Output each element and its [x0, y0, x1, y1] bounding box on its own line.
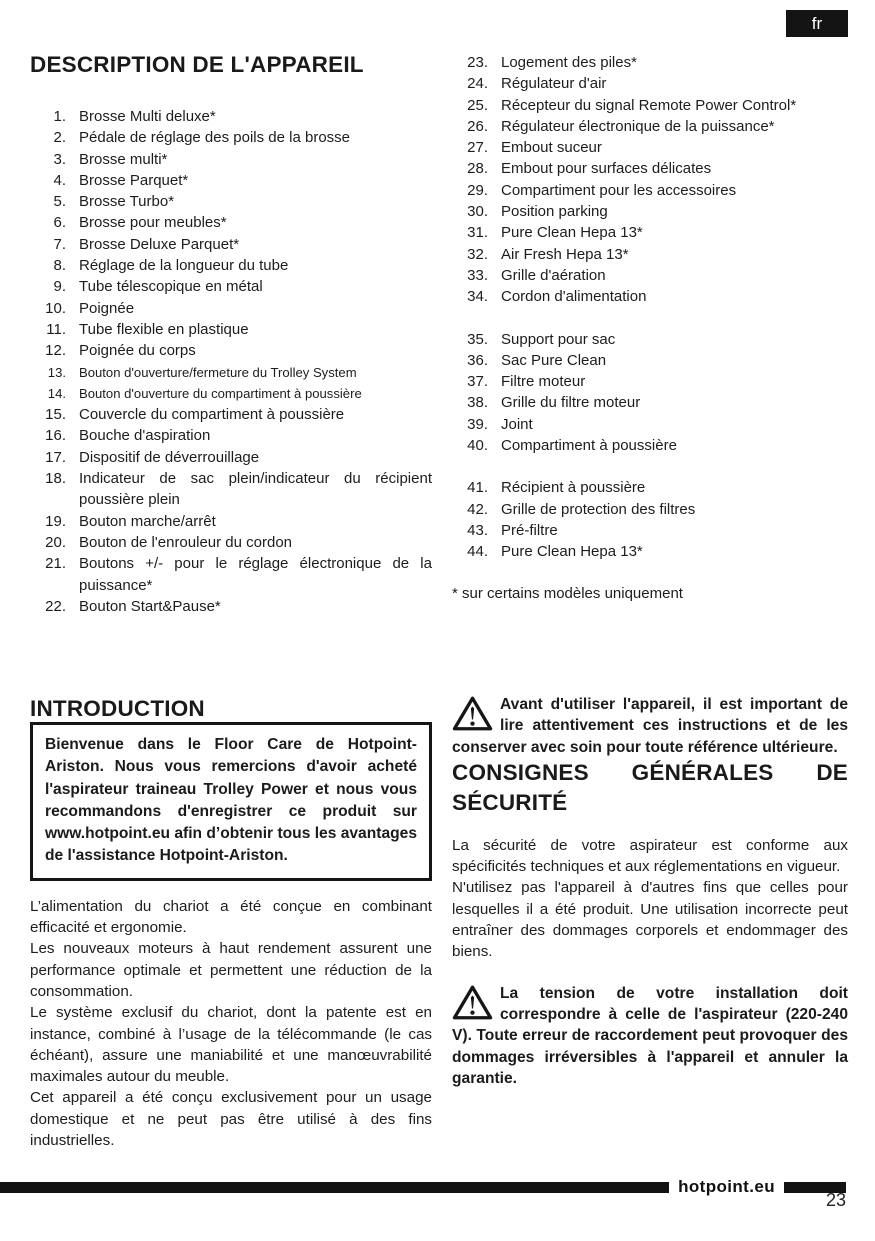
list-item-number: 11. — [46, 320, 66, 338]
list-item-text: Position parking — [501, 203, 608, 221]
list-item-number: 21. — [45, 555, 66, 573]
warning-voltage-text: La tension de votre installation doit correspondre à celle de l'aspirateur (220-240 V). Toute erreur de raccordement peut provoquer des dommages irréversibles à l'appareil et annuler la garantie. — [452, 984, 848, 1087]
list-item-number: 18. — [45, 470, 66, 488]
introduction-title: INTRODUCTION — [30, 696, 205, 721]
list-item — [452, 201, 848, 222]
models-footnote: * sur certains modèles uniquement — [452, 584, 683, 602]
paragraph: La sécurité de votre aspirateur est conforme aux spécificités techniques et aux réglementations en vigueur. — [452, 836, 848, 876]
list-item — [30, 127, 432, 148]
list-item-number: 34. — [467, 288, 488, 306]
list-item-number: 39. — [467, 415, 488, 433]
list-item — [30, 234, 432, 255]
safety-section — [452, 694, 848, 1089]
list-item — [452, 350, 848, 371]
list-item — [30, 212, 432, 233]
list-item-text: Brosse pour meubles* — [79, 214, 227, 232]
list-item-number: 41. — [467, 479, 488, 497]
list-item-number: 27. — [467, 139, 488, 157]
list-item-text: Régulateur d'air — [501, 75, 607, 93]
safety-paragraphs — [452, 835, 848, 963]
list-item-number: 17. — [45, 448, 66, 466]
list-item-number: 44. — [467, 543, 488, 561]
list-item-number: 38. — [467, 394, 488, 412]
list-item-text: Brosse Deluxe Parquet* — [79, 235, 240, 253]
list-item — [452, 137, 848, 158]
list-item-number: 14. — [47, 385, 66, 401]
list-item-text: Brosse Parquet* — [79, 171, 189, 189]
list-item-text: Air Fresh Hepa 13* — [501, 245, 629, 263]
list-item-text: Grille de protection des filtres — [501, 500, 696, 518]
list-item — [452, 73, 848, 94]
list-item-number: 25. — [467, 96, 488, 114]
description-list-1-22 — [30, 106, 432, 617]
list-item — [452, 520, 848, 541]
warning-read-instructions — [452, 694, 848, 758]
list-item — [452, 52, 848, 73]
description-list-35-40 — [452, 329, 848, 457]
list-item — [452, 95, 848, 116]
list-item — [452, 499, 848, 520]
list-item-number: 36. — [467, 351, 488, 369]
list-item-number: 35. — [467, 330, 488, 348]
footer-site-label: hotpoint.eu — [678, 1177, 775, 1196]
introduction-section — [30, 696, 432, 1151]
list-item-text: Bouton Start&Pause* — [79, 597, 221, 615]
warning-voltage — [452, 983, 848, 1089]
footer-rule-left — [0, 1182, 669, 1193]
list-item — [30, 362, 432, 383]
list-item-text: Pré-filtre — [501, 521, 558, 539]
list-item-number: 43. — [467, 521, 488, 539]
list-item — [452, 371, 848, 392]
list-item-text: Grille d'aération — [501, 266, 606, 284]
list-item-number: 30. — [467, 203, 488, 221]
list-item-number: 23. — [467, 54, 488, 71]
list-item-number: 26. — [467, 117, 488, 135]
list-item-text: Tube télescopique en métal — [79, 278, 263, 296]
language-badge — [786, 10, 848, 37]
list-item-text: Brosse Turbo* — [79, 193, 175, 211]
list-item — [30, 170, 432, 191]
list-item-number: 12. — [45, 342, 66, 360]
list-item — [30, 596, 432, 617]
list-item-text: Bouton de l'enrouleur du cordon — [79, 533, 293, 551]
list-item — [452, 265, 848, 286]
list-item — [30, 511, 432, 532]
list-item — [452, 158, 848, 179]
list-item-text: Boutons +/- pour le réglage électronique de la puissance* — [79, 555, 432, 594]
list-item-text: Régulateur électronique de la puissance* — [501, 117, 775, 135]
list-item — [30, 447, 432, 468]
list-item-text: Joint — [501, 415, 533, 433]
list-item-text: Bouton d'ouverture du compartiment à poussière — [79, 385, 362, 401]
list-item-text: Récepteur du signal Remote Power Control* — [501, 96, 797, 114]
list-item-number: 8. — [53, 257, 66, 275]
list-item-text: Récipient à poussière — [501, 479, 646, 497]
paragraph: L’alimentation du chariot a été conçue en combinant efficacité et ergonomie. — [30, 897, 432, 937]
paragraph: Le système exclusif du chariot, dont la patente est en instance, combiné à l’usage de la télécommande (le cas échéant), assure une maniabilité et une manœuvrabilité maximales autour du meuble. — [30, 1004, 432, 1086]
list-item — [30, 191, 432, 212]
list-item-text: Réglage de la longueur du tube — [79, 257, 289, 275]
list-item-number: 37. — [467, 373, 488, 391]
list-item — [452, 541, 848, 562]
list-item-number: 24. — [467, 75, 488, 93]
list-item — [452, 286, 848, 307]
list-item — [30, 149, 432, 170]
list-item-text: Bouche d'aspiration — [79, 427, 211, 445]
paragraph: Cet appareil a été conçu exclusivement pour un usage domestique et ne peut pas être utilisé à des fins industrielles. — [30, 1089, 432, 1150]
list-item-text: Compartiment pour les accessoires — [501, 181, 737, 199]
list-item — [30, 404, 432, 425]
list-item-text: Poignée — [79, 299, 135, 317]
list-item — [30, 553, 432, 596]
welcome-box: Bienvenue dans le Floor Care de Hotpoint-Ariston. Nous vous remercions d'avoir acheté l'aspirateur traineau Trolley Power et nous vous recommandons d'enregistrer ce produit sur www.hotpoint.eu afin d’obtenir tous les avantages de l'assistance Hotpoint-Ariston. — [30, 722, 432, 881]
list-item-number: 9. — [53, 278, 66, 296]
list-item-text: Cordon d'alimentation — [501, 288, 647, 306]
description-list-23-34 — [452, 52, 848, 308]
list-item-number: 22. — [45, 597, 66, 615]
list-item-number: 10. — [45, 299, 66, 317]
paragraph: Les nouveaux moteurs à haut rendement assurent une performance optimale et permettent une réduction de la consommation. — [30, 940, 432, 1000]
list-item-text: Bouton marche/arrêt — [79, 512, 216, 530]
list-item-text: Pure Clean Hepa 13* — [501, 543, 643, 561]
list-item-text: Logement des piles* — [501, 54, 637, 71]
list-item-number: 6. — [53, 214, 66, 232]
page-number: 23 — [825, 1190, 846, 1210]
list-item — [452, 329, 848, 350]
list-item-number: 40. — [467, 437, 488, 455]
list-item-text: Embout pour surfaces délicates — [501, 160, 712, 178]
list-item — [452, 477, 848, 498]
introduction-paragraphs — [30, 896, 432, 1152]
list-item — [30, 425, 432, 446]
list-item — [452, 116, 848, 137]
list-item-number: 19. — [45, 512, 66, 530]
list-item — [452, 435, 848, 456]
warning-triangle-icon — [452, 695, 493, 732]
list-item-number: 16. — [45, 427, 66, 445]
list-item-number: 42. — [467, 500, 488, 518]
list-item — [452, 180, 848, 201]
safety-title: CONSIGNES GÉNÉRALES DE SÉCURITÉ — [452, 759, 848, 815]
list-item-text: Couvercle du compartiment à poussière — [79, 406, 345, 424]
warning-read-instructions-text: Avant d'utiliser l'appareil, il est important de lire attentivement ces instructions et de les conserver avec soin pour toute référence ultérieure. — [452, 696, 848, 756]
description-title: DESCRIPTION DE L'APPAREIL — [30, 52, 364, 77]
list-item — [452, 244, 848, 265]
list-item — [30, 468, 432, 511]
list-item — [30, 340, 432, 361]
description-section-left — [30, 52, 432, 617]
list-item — [30, 276, 432, 297]
list-item — [452, 222, 848, 243]
list-item-text: Indicateur de sac plein/indicateur du récipient poussière plein — [79, 470, 432, 509]
description-list-41-44 — [452, 477, 848, 562]
list-item-text: Compartiment à poussière — [501, 437, 677, 455]
list-item-number: 31. — [467, 224, 488, 242]
warning-triangle-icon — [452, 984, 493, 1021]
list-item — [30, 255, 432, 276]
list-item-number: 4. — [53, 171, 66, 189]
list-item-number: 29. — [467, 181, 488, 199]
list-item — [30, 298, 432, 319]
list-item-number: 28. — [467, 160, 488, 178]
list-item-text: Bouton d'ouverture/fermeture du Trolley System — [79, 364, 357, 380]
list-item-text: Poignée du corps — [79, 342, 196, 360]
list-item-text: Brosse multi* — [79, 150, 168, 168]
list-item-text: Grille du filtre moteur — [501, 394, 641, 412]
list-item-text: Brosse Multi deluxe* — [79, 108, 216, 125]
list-item-text: Tube flexible en plastique — [79, 320, 249, 338]
list-item-number: 20. — [45, 533, 66, 551]
list-item-number: 2. — [53, 129, 66, 147]
list-item — [30, 319, 432, 340]
list-item-text: Dispositif de déverrouillage — [79, 448, 260, 466]
list-item-text: Filtre moteur — [501, 373, 586, 391]
list-item-text: Pure Clean Hepa 13* — [501, 224, 643, 242]
paragraph: N'utilisez pas l'appareil à d'autres fins que celles pour lesquelles il a été produit. Une utilisation incorrecte peut entraîner des dommages corporels et endommager des biens. — [452, 879, 848, 961]
list-item-text: Embout suceur — [501, 139, 602, 157]
list-item-number: 5. — [53, 193, 66, 211]
description-section-right — [452, 52, 848, 602]
list-item-number: 3. — [53, 150, 66, 168]
list-item-text: Support pour sac — [501, 330, 616, 348]
list-item — [452, 414, 848, 435]
list-item-text: Sac Pure Clean — [501, 351, 607, 369]
list-item — [30, 383, 432, 404]
list-item — [30, 106, 432, 127]
list-item-text: Pédale de réglage des poils de la brosse — [79, 129, 351, 147]
footer — [0, 1177, 846, 1197]
list-item-number: 33. — [467, 266, 488, 284]
language-badge-label: fr — [811, 13, 823, 33]
list-item — [30, 532, 432, 553]
list-item-number: 15. — [45, 406, 66, 424]
list-item-number: 7. — [53, 235, 66, 253]
list-item-number: 32. — [467, 245, 488, 263]
list-item-number: 1. — [53, 108, 66, 125]
list-item-number: 13. — [47, 364, 66, 380]
list-item — [452, 392, 848, 413]
